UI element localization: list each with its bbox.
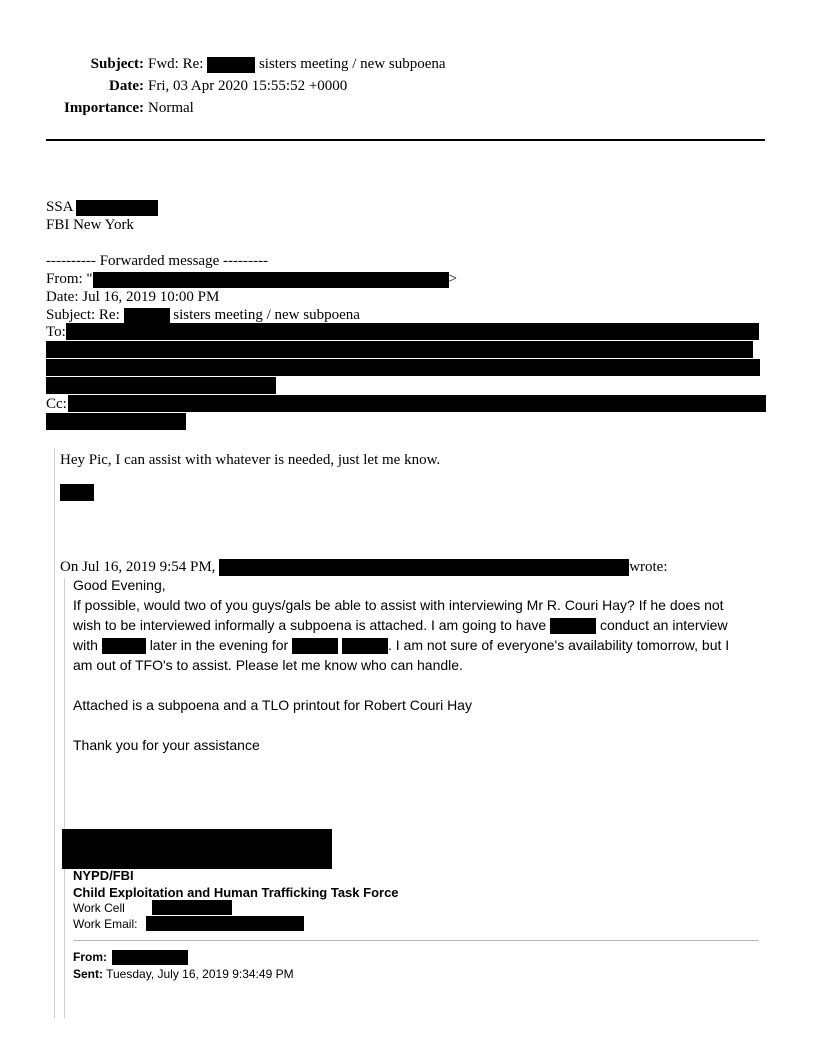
importance-label: Importance: [64, 100, 144, 116]
redaction-block [124, 308, 170, 324]
sender-title-row [46, 198, 158, 216]
redaction-block [76, 200, 158, 216]
quoted-intro-prefix: On Jul 16, 2019 9:54 PM, [60, 559, 216, 575]
importance-value: Normal [148, 100, 194, 116]
forwarded-subject-prefix: Subject: Re: [46, 307, 120, 323]
date-value: Fri, 03 Apr 2020 15:55:52 +0000 [148, 78, 348, 94]
embedded-sent-label: Sent: [73, 967, 103, 981]
forwarded-to-label: To: [46, 324, 66, 340]
quoted-line-3 [73, 635, 729, 655]
forwarded-divider: ---------- Forwarded message --------- [46, 253, 268, 269]
redaction-block [292, 638, 338, 654]
redaction-block [102, 638, 146, 654]
quoted-line-3a: with [73, 637, 98, 653]
signature-cell-row [73, 900, 125, 916]
quoted-attachment-note: Attached is a subpoena and a TLO printout for Robert Couri Hay [73, 697, 472, 713]
forwarded-subject-suffix: sisters meeting / new subpoena [173, 307, 360, 323]
header-divider [46, 139, 765, 141]
subject-prefix: Fwd: Re: [148, 56, 204, 72]
quoted-line-2a: wish to be interviewed informally a subpoena is attached. I am going to have [73, 617, 547, 633]
signature-unit: Child Exploitation and Human Trafficking Task Force [73, 885, 399, 900]
embedded-sent-value: Tuesday, July 16, 2019 9:34:49 PM [106, 967, 294, 981]
redaction-block [112, 950, 188, 965]
redaction-block [550, 618, 596, 634]
forwarded-from-row [46, 270, 457, 288]
forwarded-from-suffix: > [448, 271, 458, 287]
redaction-block [62, 829, 332, 869]
quoted-line-2b: conduct an interview [599, 617, 728, 633]
redaction-block [219, 559, 629, 576]
subject-row [60, 55, 446, 73]
redaction-block [146, 916, 304, 931]
quoted-thanks: Thank you for your assistance [73, 737, 260, 753]
forwarded-from-label: From: " [46, 271, 93, 287]
importance-row [60, 99, 194, 117]
redaction-block [66, 323, 759, 340]
date-label: Date: [109, 78, 144, 94]
redaction-block [46, 377, 276, 394]
signature-email-label: Work Email: [73, 917, 138, 931]
quoted-line-1: If possible, would two of you guys/gals be able to assist with interviewing Mr R. Couri Hay? If he does not [73, 597, 724, 613]
sender-office: FBI New York [46, 217, 134, 233]
quoted-line-4: am out of TFO's to assist. Please let me know who can handle. [73, 657, 463, 673]
quote-bar-outer [54, 448, 55, 1018]
subject-label: Subject: [90, 56, 144, 72]
quoted-line-3b: later in the evening for [149, 637, 289, 653]
quoted-greeting: Good Evening, [73, 577, 166, 593]
redaction-block [60, 484, 94, 501]
quoted-intro [60, 558, 668, 576]
forwarded-date: Date: Jul 16, 2019 10:00 PM [46, 289, 220, 305]
redaction-block [46, 341, 753, 358]
sender-title: SSA [46, 199, 73, 215]
signature-email-row [73, 916, 137, 932]
redaction-block [93, 272, 449, 288]
redaction-block [152, 900, 232, 915]
reply-text: Hey Pic, I can assist with whatever is needed, just let me know. [60, 452, 441, 468]
embedded-from-row [73, 949, 107, 965]
redaction-block [342, 638, 388, 654]
date-row [60, 77, 347, 95]
quoted-intro-suffix: wrote: [629, 559, 668, 575]
signature-org: NYPD/FBI [73, 868, 134, 883]
forwarded-subject-row [46, 306, 360, 324]
redaction-block [46, 359, 760, 376]
signature-divider [73, 940, 759, 941]
quoted-line-3c: . I am not sure of everyone's availability tomorrow, but I [388, 637, 730, 653]
redaction-block [46, 413, 186, 430]
embedded-from-label: From: [73, 950, 107, 964]
redaction-block [207, 57, 255, 73]
quote-bar-inner [64, 578, 65, 1018]
subject-suffix: sisters meeting / new subpoena [258, 56, 446, 72]
quoted-line-2 [73, 615, 728, 635]
redaction-block [68, 395, 766, 412]
forwarded-cc-label: Cc: [46, 396, 67, 412]
signature-cell-label: Work Cell [73, 901, 125, 915]
embedded-sent-row [73, 966, 294, 982]
